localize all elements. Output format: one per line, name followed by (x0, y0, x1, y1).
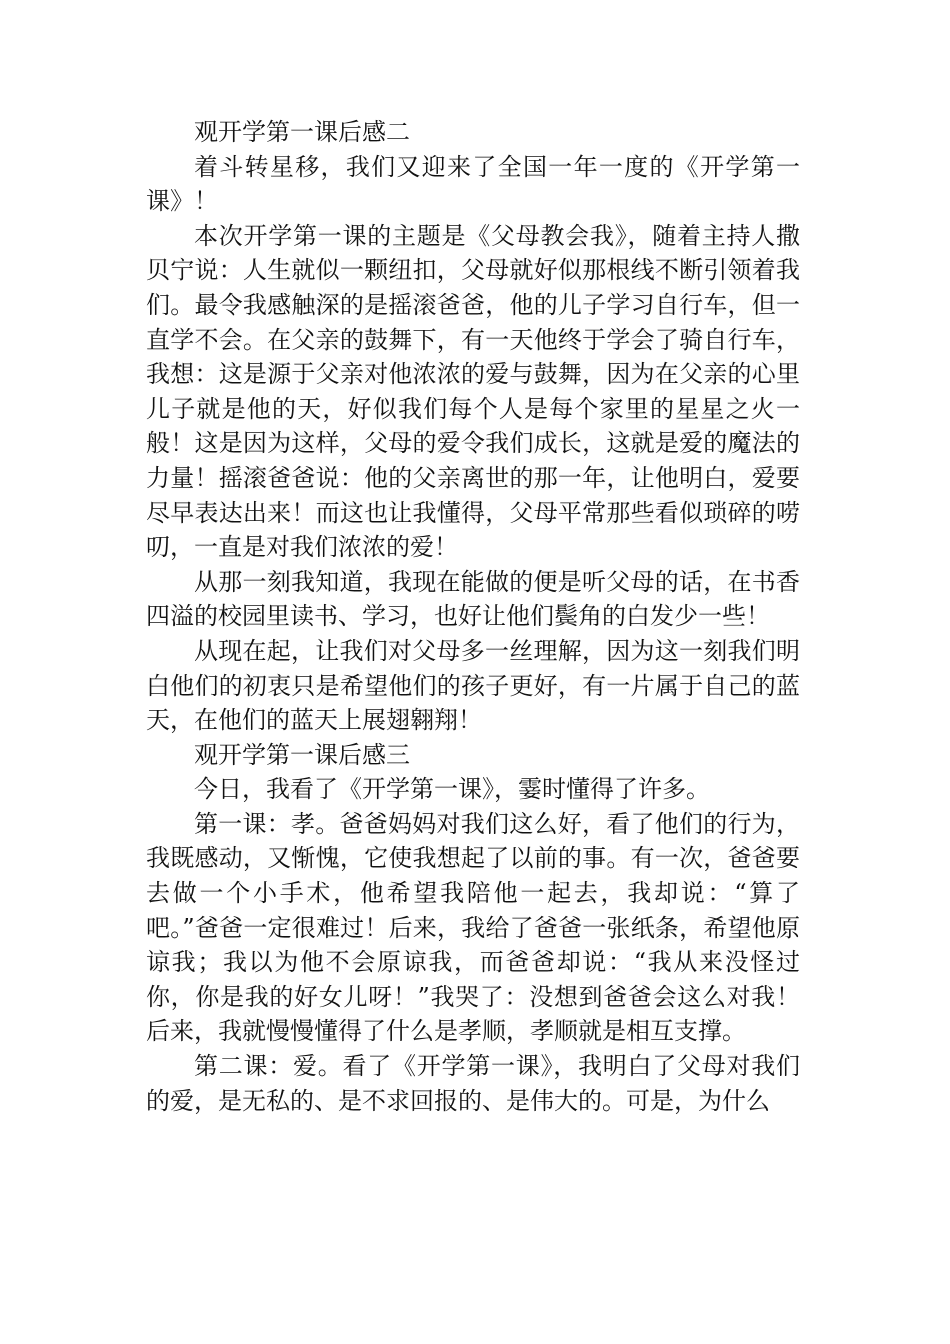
paragraph: 第一课：孝。爸爸妈妈对我们这么好，看了他们的行为，我既感动，又惭愧，它使我想起了以前的事。有一次，爸爸要去做一个小手术，他希望我陪他一起去，我却说：“算了吧。”爸爸一定很难过！后来，我给了爸爸一张纸条，希望他原谅我；我以为他不会原谅我，而爸爸却说：“我从来没怪过你，你是我的好女儿呀！”我哭了：没想到爸爸会这么对我！后来，我就慢慢懂得了什么是孝顺，孝顺就是相互支撑。 (146, 809, 800, 1046)
paragraph: 今日，我看了《开学第一课》，霎时懂得了许多。 (194, 775, 710, 804)
paragraph: 本次开学第一课的主题是《父母教会我》，随着主持人撒贝宁说：人生就似一颗纽扣，父母就好似那根线不断引领着我们。最令我感触深的是摇滚爸爸，他的儿子学习自行车，但一直学不会。在父亲的鼓舞下，有一天他终于学会了骑自行车，我想：这是源于父亲对他浓浓的爱与鼓舞，因为在父亲的心里儿子就是他的天，好似我们每个人是每个家里的星星之火一般！这是因为这样，父母的爱令我们成长，这就是爱的魔法的力量！摇滚爸爸说：他的父亲离世的那一年，让他明白，爱要尽早表达出来！而这也让我懂得，父母平常那些看似琐碎的唠叨，一直是对我们浓浓的爱！ (146, 221, 800, 562)
paragraph: 第二课：爱。看了《开学第一课》，我明白了父母对我们的爱，是无私的、是不求回报的、是伟大的。可是，为什么 (146, 1052, 800, 1115)
paragraph: 从那一刻我知道，我现在能做的便是听父母的话，在书香四溢的校园里读书、学习，也好让他们鬓角的白发少一些！ (146, 567, 800, 631)
document-body (146, 115, 800, 1118)
paragraph: 从现在起，让我们对父母多一丝理解，因为这一刻我们明白他们的初衷只是希望他们的孩子更好，有一片属于自己的蓝天，在他们的蓝天上展翅翱翔！ (146, 636, 800, 735)
paragraph: 着斗转星移，我们又迎来了全国一年一度的《开学第一课》！ (146, 152, 800, 216)
section-title: 观开学第一课后感二 (194, 118, 410, 146)
section-title: 观开学第一课后感三 (194, 740, 410, 769)
